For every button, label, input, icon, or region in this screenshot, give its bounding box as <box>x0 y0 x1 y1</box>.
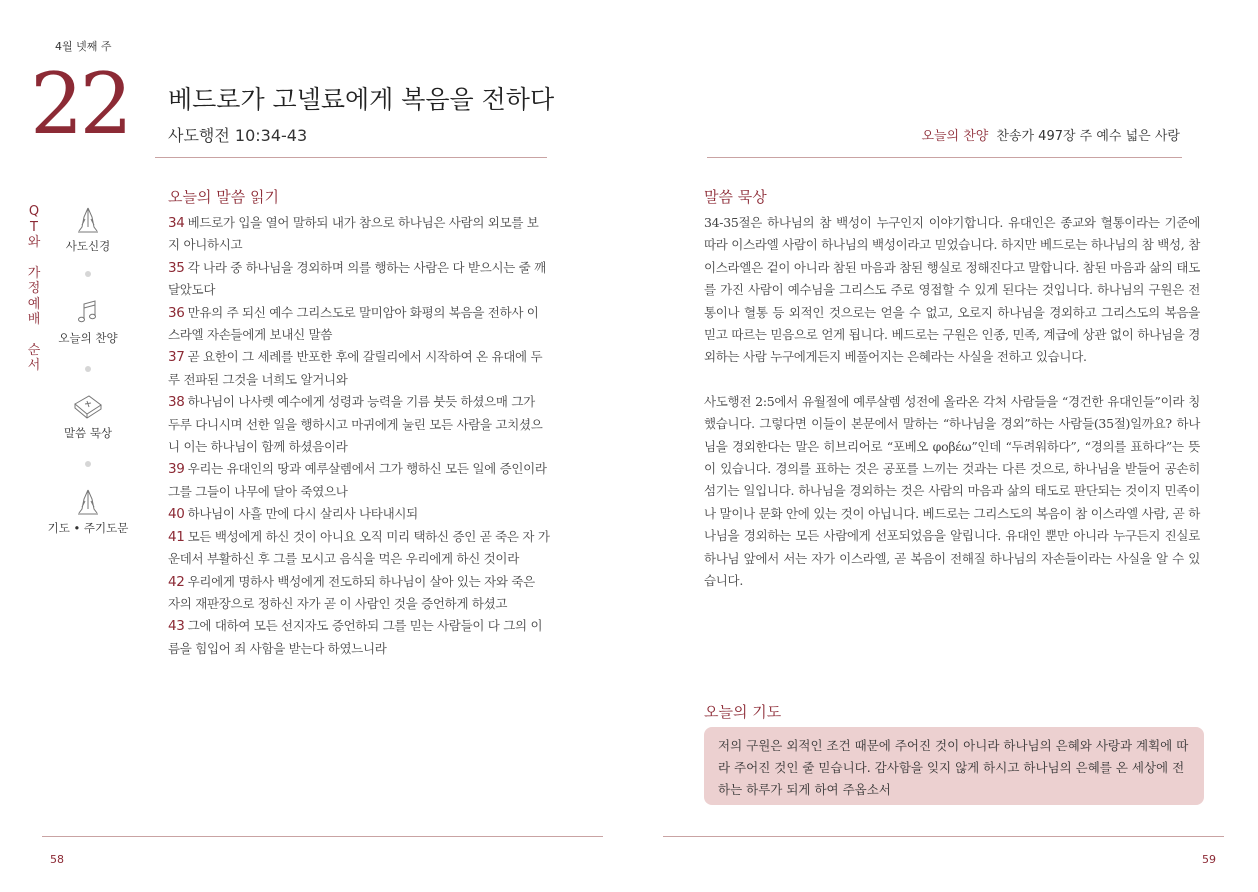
vertical-char: 정 <box>27 281 41 296</box>
page-title: 베드로가 고넬료에게 복음을 전하다 <box>168 85 555 114</box>
verse-text: 각 나라 중 하나님을 경외하며 의를 행하는 사람은 다 받으시는 줄 깨달았도다 <box>168 259 546 298</box>
header-divider-right <box>707 157 1182 158</box>
verse <box>168 526 550 571</box>
vertical-char: 와 <box>27 235 41 250</box>
verse-number: 42 <box>168 573 185 590</box>
verse <box>168 257 550 302</box>
praying-hands-icon <box>73 487 103 517</box>
vertical-char: 배 <box>27 312 41 327</box>
verse-text: 우리에게 명하사 백성에게 전도하되 하나님이 살아 있는 자와 죽은 자의 재판장으로 정하신 자가 곧 이 사람인 것을 증언하게 하셨고 <box>168 573 535 611</box>
verse <box>168 615 550 660</box>
verse-text: 우리는 유대인의 땅과 예루살렘에서 그가 행하신 모든 일에 증인이라 그를 그들이 나무에 달아 죽였으나 <box>168 461 547 499</box>
sidebar-separator-dot <box>85 271 91 277</box>
verse <box>168 212 550 257</box>
verse-number: 38 <box>168 394 185 411</box>
sidebar-item-label: 기도 • 주기도문 <box>47 521 129 535</box>
sidebar-separator-dot <box>85 366 91 372</box>
verse <box>168 391 550 458</box>
verse-number: 41 <box>168 528 185 545</box>
reading-heading: 오늘의 말씀 읽기 <box>168 188 279 206</box>
verse-text: 만유의 주 되신 예수 그리스도로 말미암아 화평의 복음을 전하사 이스라엘 자손들에게 보내신 말씀 <box>168 304 539 343</box>
vertical-gap <box>27 251 41 266</box>
verse <box>168 346 550 391</box>
verse-list <box>168 212 550 660</box>
bible-icon <box>71 392 105 422</box>
sidebar-item-meditation <box>43 392 133 441</box>
verse-number: 35 <box>168 259 185 276</box>
praying-hands-icon <box>73 205 103 235</box>
page-number-left: 58 <box>50 853 64 866</box>
page-number-right: 59 <box>1202 853 1216 866</box>
vertical-char: 가 <box>27 265 41 281</box>
sidebar-item-label: 말씀 묵상 <box>63 426 113 440</box>
day-number: 22 <box>30 55 129 153</box>
vertical-gap <box>27 328 41 343</box>
verse <box>168 503 550 525</box>
sidebar-item-hymn <box>43 297 133 346</box>
vertical-char: Q <box>28 204 40 219</box>
verse-text: 하나님이 나사렛 예수에게 성령과 능력을 기름 붓듯 하셨으매 그가 두루 다니시며 선한 일을 행하시고 마귀에게 눌린 모든 사람을 고치셨으니 이는 하나님이 함께 하셨음이라 <box>168 394 543 455</box>
today-hymn <box>921 125 1180 144</box>
verse-number: 34 <box>168 215 185 231</box>
vertical-char: 예 <box>27 296 41 312</box>
verse-text: 베드로가 입을 열어 말하되 내가 참으로 하나님은 사람의 외모를 보지 아니하시고 <box>168 215 539 253</box>
week-label: 4월 넷째 주 <box>55 40 112 53</box>
verse <box>168 571 550 616</box>
prayer-heading: 오늘의 기도 <box>704 703 782 721</box>
verse <box>168 458 550 503</box>
verse-text: 모든 백성에게 하신 것이 아니요 오직 미리 택하신 증인 곧 죽은 자 가운데서 부활하신 후 그를 모시고 음식을 먹은 우리에게 하신 것이라 <box>168 528 550 567</box>
meditation-paragraph: 사도행전 2:5에서 유월절에 예루살렘 성전에 올라온 각처 사람들을 “경건한 유대인들”이라 칭했습니다. 그렇다면 이들이 본문에서 말하는 “하나님을 경외”하는 사람들(35절)일까요? 하나님을 경외한다는 말은 히브리어로 “포베오 φοβέω”인데 “두려워하다”, “경의를 표하다”는 뜻이 있습니다. 경의를 표하는 것은 공포를 느끼는 것과는 다른 것으로, 하나님을 받들어 공손히 섬기는 일입니다. 하나님을 경외하는 것은 사람의 마음과 삶의 태도로 판단되는 것이지 민족이나 말이나 문화 안에 있는 것이 아닙니다. 베드로는 그리스도의 복음이 참 이스라엘 사람, 곧 하나님을 경외하는 모든 사람에게 선포되었음을 알립니다. 유대인 뿐만 아니라 누구든지 진실로 하나님 앞에서 서는 자가 이스라엘, 곧 복음이 전해질 하나님의 자손들이라는 사실을 알 수 있습니다. <box>704 393 1200 589</box>
meditation-body <box>704 212 1200 593</box>
scripture-reference: 사도행전 10:34-43 <box>168 126 308 145</box>
header-divider-left <box>155 157 547 158</box>
verse-number: 37 <box>168 349 185 366</box>
sidebar-vertical-label <box>27 204 41 374</box>
meditation-heading: 말씀 묵상 <box>704 188 767 206</box>
vertical-char: 서 <box>27 358 41 373</box>
prayer-text: 저의 구원은 외적인 조건 때문에 주어진 것이 아니라 하나님의 은혜와 사랑과 계획에 따라 주어진 것인 줄 믿습니다. 감사함을 잊지 않게 하시고 하나님의 은혜를 온 세상에 전하는 하루가 되게 하여 주옵소서 <box>718 738 1189 797</box>
vertical-char: T <box>30 219 38 235</box>
footer-divider-right <box>663 836 1224 837</box>
verse-number: 43 <box>168 618 185 635</box>
sidebar-item-prayer <box>43 487 133 536</box>
sidebar-item-label: 사도신경 <box>65 239 111 253</box>
verse-text: 곧 요한이 그 세례를 반포한 후에 갈릴리에서 시작하여 온 유대에 두루 전파된 그것을 너희도 알거니와 <box>168 349 543 387</box>
sidebar-item-label: 오늘의 찬양 <box>58 331 118 345</box>
vertical-char: 순 <box>27 342 41 358</box>
hymn-text: 찬송가 497장 주 예수 넓은 사랑 <box>996 129 1180 144</box>
verse-number: 36 <box>168 304 185 321</box>
music-note-icon <box>73 297 103 327</box>
verse-text: 그에 대하여 모든 선지자도 증언하되 그를 믿는 사람들이 다 그의 이름을 힘입어 죄 사함을 받는다 하였느니라 <box>168 618 543 656</box>
meditation-paragraph: 34-35절은 하나님의 참 백성이 누구인지 이야기합니다. 유대인은 종교와 혈통이라는 기준에 따라 이스라엘 사람이 하나님의 백성이라고 믿었습니다. 하지만 베드로는 하나님의 참 백성, 참 이스라엘은 겉이 아니라 참된 마음과 참된 행실로 정해진다고 말합니다. 참된 마음과 삶의 태도를 가진 사람이 예수님을 그리스도 주로 영접할 수 있게 된다는 것입니다. 하나님의 구원은 전통이나 혈통 등 외적인 것으로는 얻을 수 없고, 오로지 하나님을 경외하고 그리스도의 복음을 믿고 따르는 믿음으로 얻게 됩니다. 베드로는 구원은 인종, 민족, 계급에 상관 없이 하나님을 경외하는 사람 누구에게든지 베풀어지는 은혜라는 사실을 전하고 있습니다. <box>704 215 1200 365</box>
sidebar-item-creed <box>43 205 133 254</box>
sidebar-separator-dot <box>85 461 91 467</box>
verse-text: 하나님이 사흘 만에 다시 살리사 나타내시되 <box>187 506 418 522</box>
verse-number: 40 <box>168 506 185 523</box>
prayer-box <box>704 727 1204 805</box>
verse <box>168 302 550 347</box>
footer-divider-left <box>42 836 603 837</box>
verse-number: 39 <box>168 461 185 478</box>
hymn-label: 오늘의 찬양 <box>921 129 989 144</box>
